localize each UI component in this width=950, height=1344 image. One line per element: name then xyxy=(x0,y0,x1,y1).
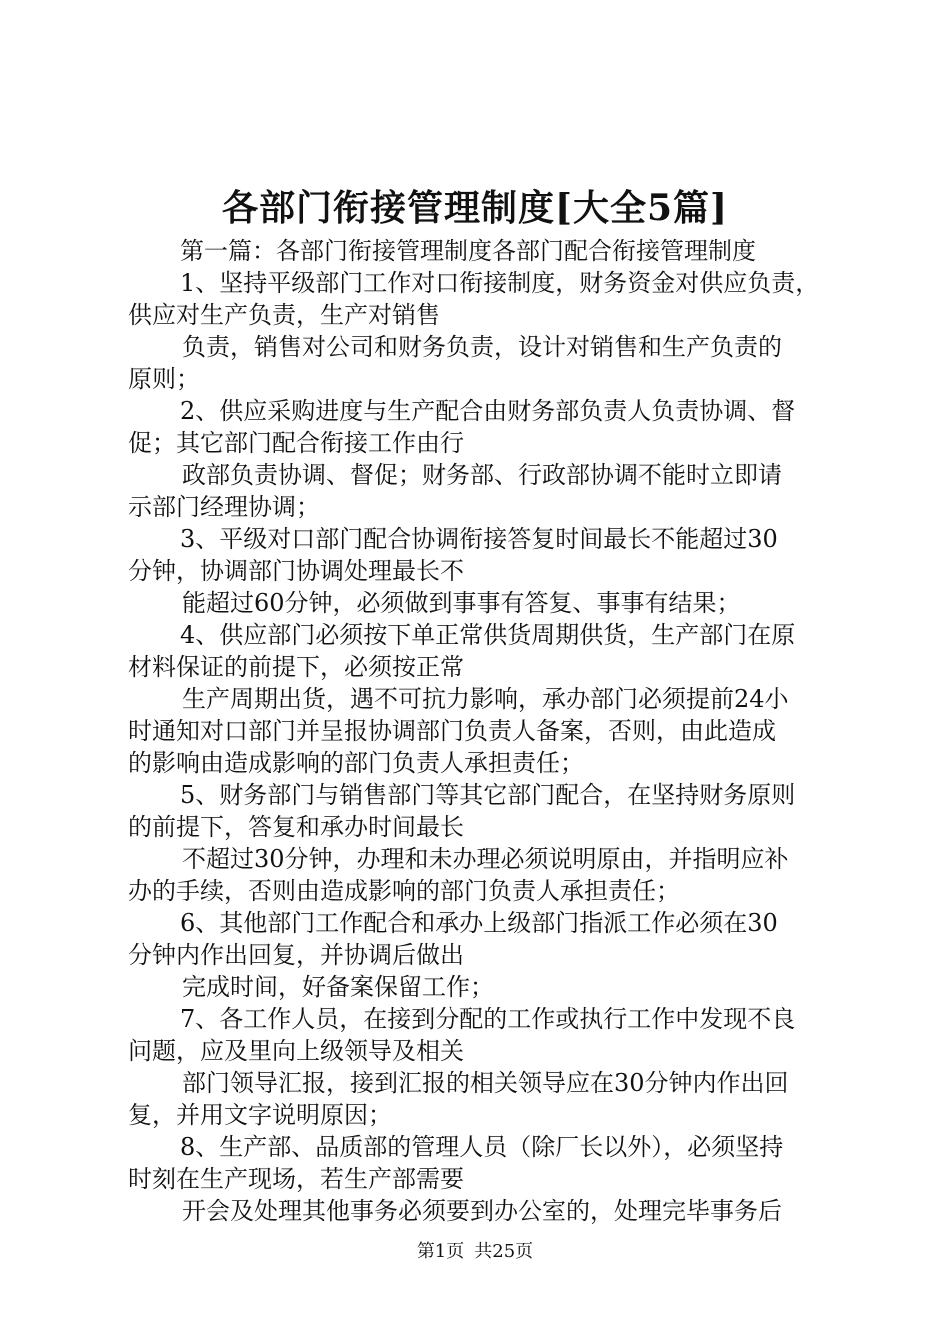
paragraph-line: 办的手续，否则由造成影响的部门负责人承担责任； xyxy=(128,877,680,905)
paragraph-line: 7、各工作人员，在接到分配的工作或执行工作中发现不良 xyxy=(180,1005,796,1033)
paragraph-line: 完成时间，好备案保留工作； xyxy=(182,973,494,1001)
paragraph-line: 的影响由造成影响的部门负责人承担责任； xyxy=(128,749,584,777)
paragraph-line: 不超过30分钟，办理和未办理必须说明原由，并指明应补 xyxy=(182,845,789,873)
paragraph-line: 6、其他部门工作配合和承办上级部门指派工作必须在30 xyxy=(180,909,778,937)
paragraph-line: 政部负责协调、督促；财务部、行政部协调不能时立即请 xyxy=(182,461,782,489)
page-footer xyxy=(0,1240,950,1264)
section-heading: 第一篇：各部门衔接管理制度各部门配合衔接管理制度 xyxy=(180,237,756,265)
document-title: 各部门衔接管理制度[大全5篇] xyxy=(221,187,729,229)
paragraph-line: 5、财务部门与销售部门等其它部门配合，在坚持财务原则 xyxy=(180,781,796,809)
paragraph-line: 时通知对口部门并呈报协调部门负责人备案，否则，由此造成 xyxy=(128,717,776,745)
paragraph-line: 材料保证的前提下，必须按正常 xyxy=(128,653,464,681)
paragraph-line: 4、供应部门必须按下单正常供货周期供货，生产部门在原 xyxy=(180,621,796,649)
paragraph-line: 问题，应及里向上级领导及相关 xyxy=(128,1037,464,1065)
paragraph-line: 示部门经理协调； xyxy=(128,493,320,521)
paragraph-line: 复，并用文字说明原因； xyxy=(128,1101,392,1129)
paragraph-line: 的前提下，答复和承办时间最长 xyxy=(128,813,464,841)
paragraph-line: 2、供应采购进度与生产配合由财务部负责人负责协调、督 xyxy=(180,397,796,425)
paragraph-line: 部门领导汇报，接到汇报的相关领导应在30分钟内作出回 xyxy=(182,1069,789,1097)
paragraph-line: 供应对生产负责，生产对销售 xyxy=(128,301,440,329)
paragraph-line: 生产周期出货，遇不可抗力影响，承办部门必须提前24小 xyxy=(182,685,789,713)
paragraph-line: 能超过60分钟，必须做到事事有答复、事事有结果； xyxy=(182,589,741,617)
paragraph-line: 8、生产部、品质部的管理人员（除厂长以外），必须坚持 xyxy=(180,1133,784,1161)
paragraph-line: 分钟内作出回复，并协调后做出 xyxy=(128,941,464,969)
paragraph-line: 3、平级对口部门配合协调衔接答复时间最长不能超过30 xyxy=(180,525,778,553)
paragraph-line: 负责，销售对公司和财务负责，设计对销售和生产负责的 xyxy=(182,333,782,361)
paragraph-line: 促；其它部门配合衔接工作由行 xyxy=(128,429,464,457)
paragraph-line: 分钟，协调部门协调处理最长不 xyxy=(128,557,464,585)
paragraph-line: 时刻在生产现场，若生产部需要 xyxy=(128,1165,464,1193)
paragraph-line: 1、坚持平级部门工作对口衔接制度，财务资金对供应负责， xyxy=(180,269,820,297)
page-number: 第1页 xyxy=(416,1241,465,1262)
document-body xyxy=(128,235,832,1227)
paragraph-line: 原则； xyxy=(128,365,200,393)
page-total: 共25页 xyxy=(474,1241,534,1262)
paragraph-line: 开会及处理其他事务必须要到办公室的，处理完毕事务后 xyxy=(182,1197,782,1225)
